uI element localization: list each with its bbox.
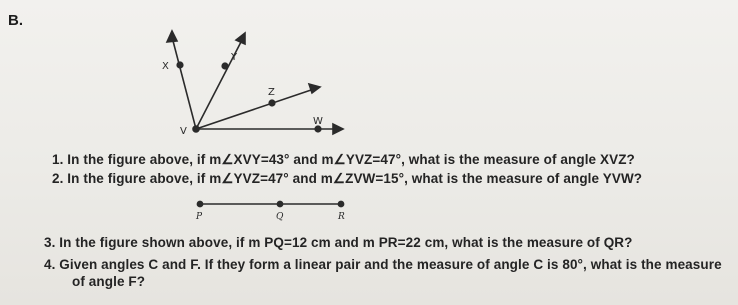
point-p: [197, 201, 202, 206]
arrow-x-icon: [167, 31, 177, 42]
section-label: B.: [8, 12, 23, 29]
point-q: [277, 201, 282, 206]
arrow-z-icon: [309, 84, 320, 93]
label-z: Z: [268, 87, 275, 98]
label-w: W: [313, 116, 323, 127]
label-p: P: [196, 212, 203, 222]
label-x: X: [162, 61, 169, 72]
question-1: 1. In the figure above, if m∠XVY=43° and m∠YVZ=47°, what is the measure of angle XVZ?: [52, 152, 635, 167]
question-4-line-2: of angle F?: [72, 274, 146, 289]
arrow-y-icon: [236, 33, 245, 44]
question-3: 3. In the figure shown above, if m PQ=12 cm and m PR=22 cm, what is the measure of QR?: [44, 235, 633, 250]
question-4-line-1: 4. Given angles C and F. If they form a linear pair and the measure of angle C is 80°, what is the measure: [44, 257, 722, 272]
point-r: [338, 201, 343, 206]
question-2: 2. In the figure above, if m∠YVZ=47° and m∠ZVW=15°, what is the measure of angle YVW?: [52, 171, 643, 186]
label-q: Q: [276, 212, 284, 222]
arrow-w-icon: [333, 124, 343, 134]
point-y: [222, 63, 228, 69]
label-r: R: [338, 212, 345, 222]
point-w: [315, 126, 321, 132]
point-x: [177, 62, 183, 68]
point-v: [193, 126, 199, 132]
ray-vx: [172, 37, 196, 129]
point-z: [269, 100, 275, 106]
label-v: V: [180, 126, 187, 137]
label-y: Y: [231, 52, 238, 63]
